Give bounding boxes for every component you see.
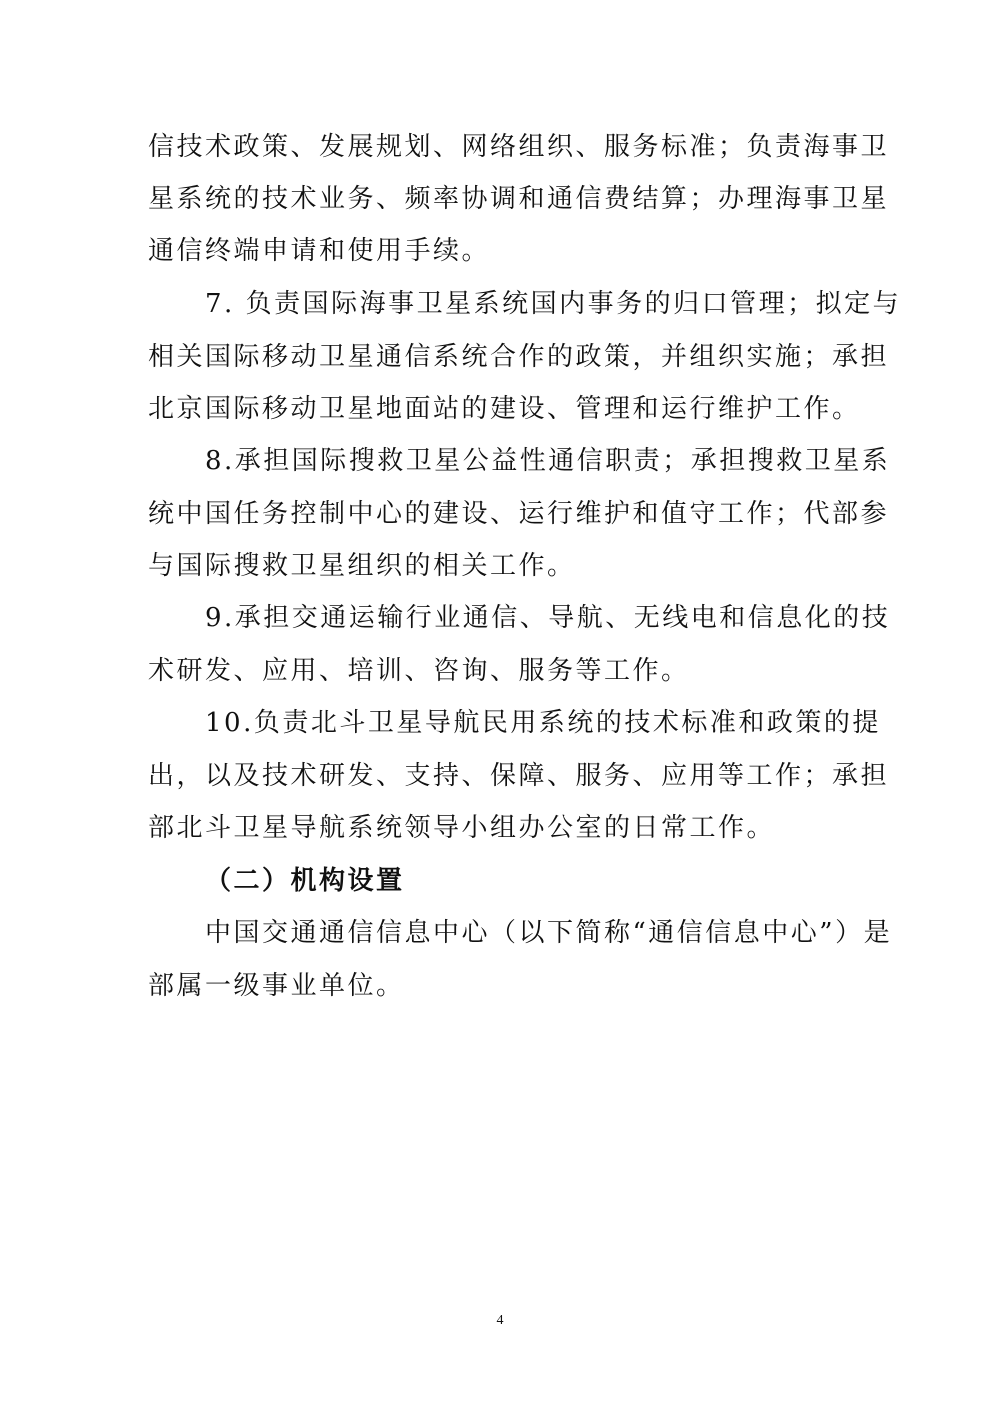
paragraph-line: 星系统的技术业务、频率协调和通信费结算；办理海事卫星 [148, 184, 890, 214]
paragraph-line: 10.负责北斗卫星导航民用系统的技术标准和政策的提 [205, 708, 881, 738]
paragraph-line: 7. 负责国际海事卫星系统国内事务的归口管理；拟定与 [205, 289, 902, 319]
paragraph-line: 术研发、应用、培训、咨询、服务等工作。 [148, 656, 690, 686]
paragraph-line: 部属一级事业单位。 [148, 971, 405, 1001]
paragraph-line: 出，以及技术研发、支持、保障、服务、应用等工作；承担 [148, 761, 890, 791]
paragraph-line: 北京国际移动卫星地面站的建设、管理和运行维护工作。 [148, 394, 861, 424]
paragraph-line: 部北斗卫星导航系统领导小组办公室的日常工作。 [148, 813, 776, 843]
paragraph-line: 统中国任务控制中心的建设、运行维护和值守工作；代部参 [148, 499, 890, 529]
paragraph-line: 相关国际移动卫星通信系统合作的政策，并组织实施；承担 [148, 342, 890, 372]
paragraph-line: 8.承担国际搜救卫星公益性通信职责；承担搜救卫星系 [205, 446, 891, 476]
page-number: 4 [496, 1313, 504, 1328]
paragraph-line: 中国交通通信信息中心（以下简称“通信信息中心”）是 [205, 918, 893, 948]
paragraph-line: 通信终端申请和使用手续。 [148, 236, 491, 266]
section-heading: （二）机构设置 [205, 866, 405, 896]
paragraph-line: 信技术政策、发展规划、网络组织、服务标准；负责海事卫 [148, 132, 890, 162]
paragraph-line: 9.承担交通运输行业通信、导航、无线电和信息化的技 [205, 603, 891, 633]
paragraph-line: 与国际搜救卫星组织的相关工作。 [148, 551, 576, 581]
